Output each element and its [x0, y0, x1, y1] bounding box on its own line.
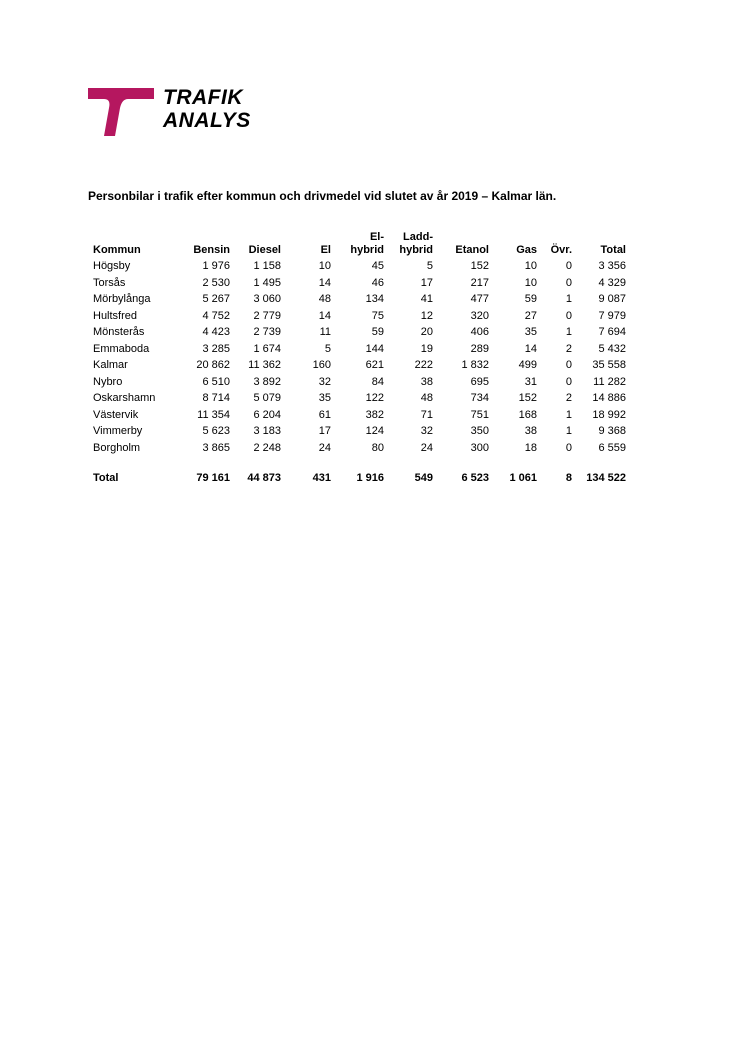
column-header	[489, 244, 537, 257]
table-cell: 3 892	[253, 375, 281, 388]
table-body	[88, 258, 628, 456]
table-cell: 152	[518, 392, 537, 404]
table-cell: 3 183	[253, 425, 281, 437]
table-cell: 12	[420, 309, 433, 322]
table-cell: 320	[470, 309, 489, 322]
municipality-name: Vimmerby	[93, 425, 143, 437]
table-cell: 406	[470, 326, 489, 338]
table-cell: 20	[420, 326, 433, 338]
table-cell: 1	[565, 326, 572, 338]
table-cell: 0	[565, 375, 572, 388]
municipality-name: Kalmar	[93, 359, 128, 371]
table-cell: 477	[470, 293, 489, 305]
table-cell: 11 362	[248, 359, 281, 371]
table-cell: 24	[420, 441, 433, 454]
table-cell: 5	[324, 342, 331, 355]
table-cell: 71	[420, 408, 433, 421]
table-cell: 59	[371, 326, 384, 338]
table-row	[88, 275, 628, 292]
table-row	[88, 390, 628, 407]
column-header-line: Etanol	[455, 244, 489, 256]
table-cell: 5	[426, 260, 433, 272]
table-row	[88, 308, 628, 325]
table-cell: 11	[319, 326, 331, 338]
column-header	[93, 244, 183, 257]
table-cell: 0	[565, 309, 572, 322]
total-cell: 6 523	[461, 472, 489, 484]
table-cell: 300	[470, 441, 489, 454]
table-cell: 152	[470, 260, 489, 272]
table-cell: 3 865	[202, 441, 230, 454]
municipality-name: Nybro	[93, 375, 123, 388]
table-cell: 32	[318, 375, 331, 388]
table-cell: 5 079	[253, 392, 281, 404]
table-cell: 48	[420, 392, 433, 404]
table-row	[88, 374, 628, 391]
table-cell: 84	[371, 375, 384, 388]
column-header	[281, 244, 331, 257]
table-cell: 3 356	[598, 260, 626, 272]
municipality-name: Torsås	[93, 276, 126, 289]
table-cell: 5 267	[202, 293, 230, 305]
table-cell: 35	[524, 326, 537, 338]
column-header	[331, 231, 384, 257]
table-cell: 2	[565, 392, 572, 404]
logo-line-1: TRAFIK	[163, 86, 243, 109]
column-header-line: El	[320, 244, 331, 256]
table-cell: 27	[524, 309, 537, 322]
table-cell: 80	[371, 441, 384, 454]
municipality-name: Borgholm	[93, 441, 141, 454]
total-label: Total	[93, 472, 119, 484]
table-cell: 3 060	[253, 293, 281, 305]
table-cell: 18 992	[592, 408, 626, 421]
trafikanalys-logo-icon	[88, 86, 158, 138]
table-cell: 59	[524, 293, 537, 305]
table-cell: 11 282	[593, 375, 626, 388]
table-cell: 19	[420, 342, 433, 355]
data-table	[88, 228, 628, 486]
table-cell: 48	[318, 293, 331, 305]
table-cell: 695	[470, 375, 489, 388]
table-cell: 17	[420, 276, 433, 289]
table-cell: 168	[518, 408, 537, 421]
logo-wordmark	[163, 86, 251, 132]
table-row	[88, 423, 628, 440]
municipality-name: Mörbylånga	[93, 293, 151, 305]
table-cell: 61	[318, 408, 331, 421]
table-row	[88, 258, 628, 275]
table-cell: 0	[565, 359, 572, 371]
table-cell: 14 886	[592, 392, 626, 404]
table-cell: 1 832	[461, 359, 489, 371]
column-header	[230, 244, 281, 257]
table-row	[88, 341, 628, 358]
total-cell: 431	[312, 472, 331, 484]
column-header-line: Total	[600, 244, 626, 256]
table-cell: 38	[420, 375, 433, 388]
table-cell: 14	[318, 276, 331, 289]
column-header	[178, 244, 230, 257]
table-row	[88, 407, 628, 424]
table-row	[88, 357, 628, 374]
total-cell: 79 161	[196, 472, 230, 484]
total-cell: 134 522	[586, 472, 626, 484]
table-cell: 1 976	[202, 260, 230, 272]
trafikanalys-logo	[88, 86, 268, 138]
column-header	[384, 231, 433, 257]
table-cell: 2	[565, 342, 572, 355]
table-cell: 75	[371, 309, 384, 322]
table-cell: 2 530	[202, 276, 230, 289]
table-cell: 41	[420, 293, 433, 305]
table-total-row	[88, 470, 628, 486]
table-cell: 5 623	[202, 425, 230, 437]
table-cell: 20 862	[196, 359, 230, 371]
table-cell: 0	[565, 260, 572, 272]
column-header	[433, 244, 489, 257]
table-cell: 17	[318, 425, 331, 437]
table-cell: 1	[565, 408, 572, 421]
table-cell: 35 558	[592, 359, 626, 371]
table-cell: 621	[365, 359, 384, 371]
column-header-line: Diesel	[248, 244, 281, 256]
total-cell: 44 873	[247, 472, 281, 484]
column-header-line: hybrid	[350, 244, 384, 256]
table-cell: 32	[420, 425, 433, 437]
table-cell: 7 694	[598, 326, 626, 338]
logo-line-2: ANALYS	[163, 109, 251, 132]
column-header	[537, 244, 572, 257]
total-cell: 549	[414, 472, 433, 484]
table-row	[88, 440, 628, 457]
municipality-name: Västervik	[93, 408, 139, 421]
table-cell: 122	[365, 392, 384, 404]
column-header	[572, 244, 626, 257]
table-cell: 1 674	[253, 342, 281, 355]
table-cell: 2 739	[253, 326, 281, 338]
table-cell: 10	[524, 260, 537, 272]
table-cell: 160	[312, 359, 331, 371]
column-header-line: Gas	[516, 244, 537, 256]
municipality-name: Emmaboda	[93, 342, 150, 355]
column-header-line: Ladd-	[403, 231, 433, 243]
column-header-line: hybrid	[399, 244, 433, 256]
table-cell: 46	[371, 276, 384, 289]
table-cell: 6 559	[598, 441, 626, 454]
table-cell: 9 368	[598, 425, 626, 437]
table-cell: 5 432	[598, 342, 626, 355]
table-row	[88, 324, 628, 341]
column-header-line: Bensin	[193, 244, 230, 256]
table-cell: 4 329	[598, 276, 626, 289]
table-cell: 10	[318, 260, 331, 272]
table-cell: 144	[365, 342, 384, 355]
total-cell: 1 916	[356, 472, 384, 484]
table-cell: 10	[524, 276, 537, 289]
total-cell: 8	[565, 472, 572, 484]
table-cell: 35	[318, 392, 331, 404]
table-cell: 222	[414, 359, 433, 371]
table-cell: 751	[470, 408, 489, 421]
table-cell: 4 423	[202, 326, 230, 338]
municipality-name: Oskarshamn	[93, 392, 156, 404]
table-cell: 499	[518, 359, 537, 371]
table-cell: 289	[470, 342, 489, 355]
table-cell: 1 495	[253, 276, 281, 289]
table-cell: 9 087	[598, 293, 626, 305]
table-cell: 2 779	[253, 309, 281, 322]
table-cell: 11 354	[197, 408, 230, 421]
table-cell: 6 204	[253, 408, 281, 421]
table-cell: 14	[318, 309, 331, 322]
table-cell: 24	[318, 441, 331, 454]
column-header-line: El-	[369, 231, 384, 243]
table-cell: 124	[365, 425, 384, 437]
table-cell: 31	[524, 375, 537, 388]
table-cell: 8 714	[202, 392, 230, 404]
total-cell: 1 061	[509, 472, 537, 484]
page-title: Personbilar i trafik efter kommun och drivmedel vid slutet av år 2019 – Kalmar län.	[88, 189, 557, 203]
table-cell: 6 510	[202, 375, 230, 388]
table-cell: 2 248	[253, 441, 281, 454]
municipality-name: Mönsterås	[93, 326, 145, 338]
table-cell: 382	[365, 408, 384, 421]
table-cell: 3 285	[202, 342, 230, 355]
table-cell: 0	[565, 276, 572, 289]
table-cell: 38	[524, 425, 537, 437]
table-cell: 4 752	[202, 309, 230, 322]
table-cell: 734	[470, 392, 489, 404]
table-header-row	[88, 228, 628, 258]
table-cell: 1	[565, 425, 572, 437]
table-cell: 18	[524, 441, 537, 454]
column-header-line: Övr.	[550, 244, 572, 256]
table-cell: 1 158	[253, 260, 281, 272]
table-cell: 7 979	[598, 309, 626, 322]
table-cell: 134	[365, 293, 384, 305]
municipality-name: Hultsfred	[93, 309, 138, 322]
table-cell: 1	[565, 293, 572, 305]
table-cell: 45	[371, 260, 384, 272]
table-cell: 217	[470, 276, 489, 289]
municipality-name: Högsby	[93, 260, 131, 272]
table-cell: 14	[524, 342, 537, 355]
column-header-line: Kommun	[93, 244, 141, 256]
table-cell: 0	[565, 441, 572, 454]
table-cell: 350	[470, 425, 489, 437]
table-row	[88, 291, 628, 308]
